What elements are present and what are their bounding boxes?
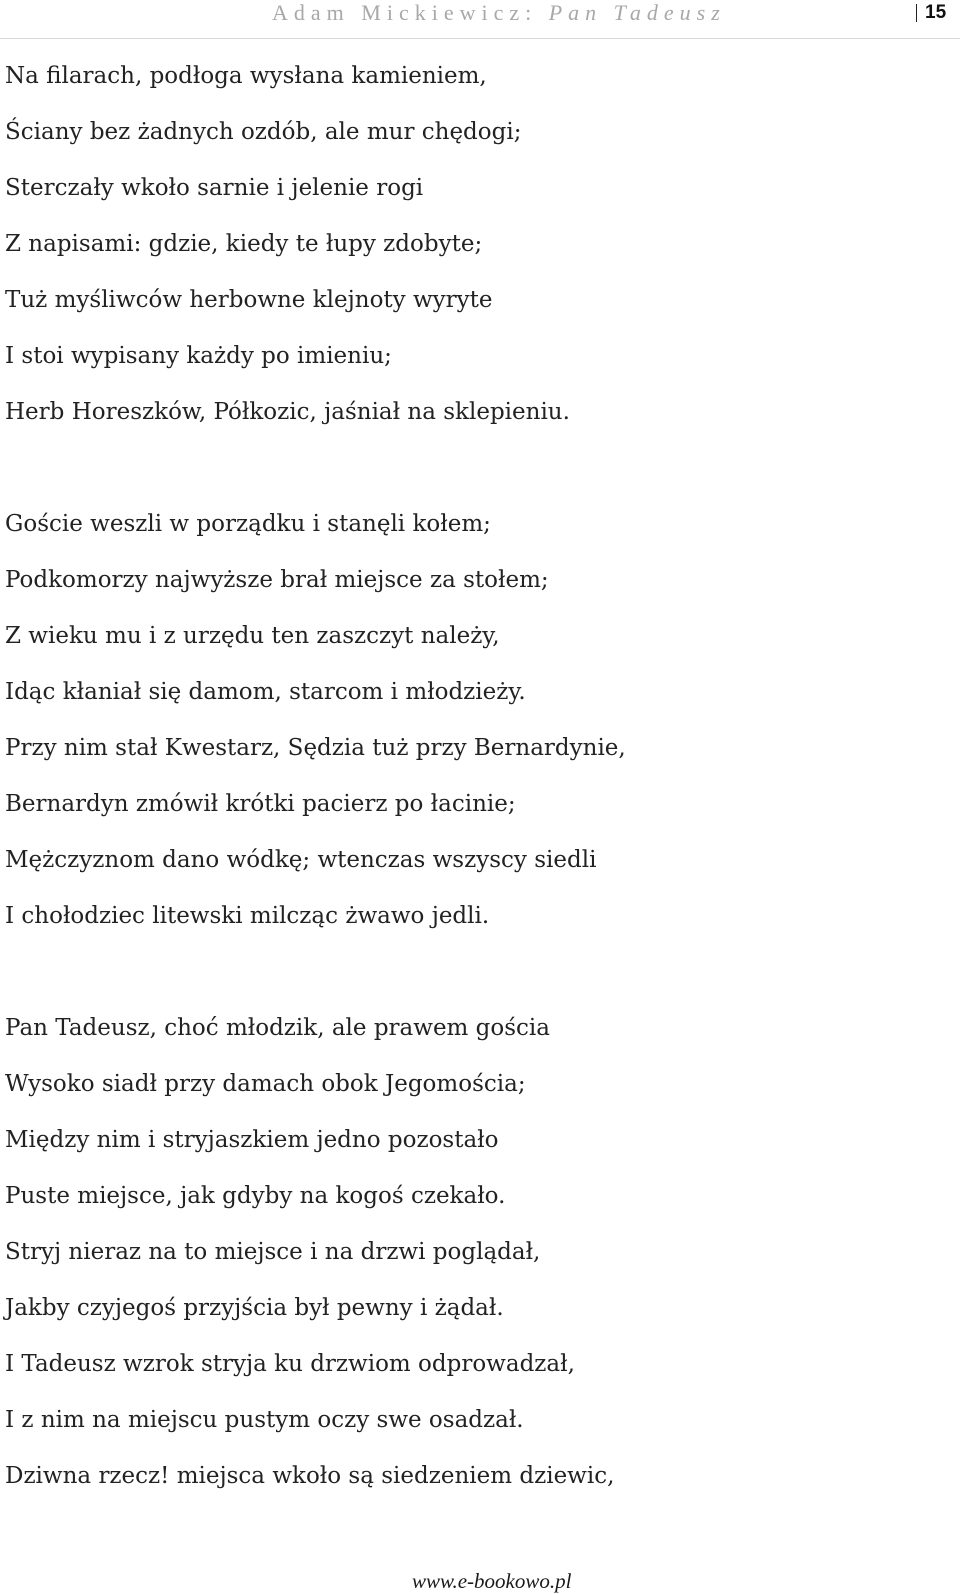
verse-line: I z nim na miejscu pustym oczy swe osadzał. [5,1407,524,1433]
verse-line: Przy nim stał Kwestarz, Sędzia tuż przy Bernardynie, [5,735,626,761]
verse-line: Wysoko siadł przy damach obok Jegomościa; [5,1071,526,1097]
verse-line: Herb Horeszków, Półkozic, jaśniał na sklepieniu. [5,399,570,425]
verse-line: Puste miejsce, jak gdyby na kogoś czekało. [5,1183,506,1209]
verse-line: Sterczały wkoło sarnie i jelenie rogi [5,175,424,201]
verse-line: Na filarach, podłoga wysłana kamieniem, [5,63,487,89]
verse-line: Idąc kłaniał się damom, starcom i młodzieży. [5,679,526,705]
verse-line: Stryj nieraz na to miejsce i na drzwi poglądał, [5,1239,541,1265]
verse-line: Dziwna rzecz! miejsca wkoło są siedzeniem dziewic, [5,1463,615,1489]
running-title-author: Adam Mickiewicz: [272,0,538,25]
verse-line: I chołodziec litewski milcząc żwawo jedli. [5,903,490,929]
page-header [0,0,960,39]
verse-line: Z wieku mu i z urzędu ten zaszczyt należy, [5,623,500,649]
verse-line: Podkomorzy najwyższe brał miejsce za stołem; [5,567,549,593]
verse-line: Ściany bez żadnych ozdób, ale mur chędogi; [5,119,522,145]
page-number: 15 [925,2,947,23]
verse-line: Między nim i stryjaszkiem jedno pozostało [5,1127,499,1153]
footer-website-link[interactable]: www.e-bookowo.pl [412,1569,572,1593]
verse-line: Pan Tadeusz, choć młodzik, ale prawem gościa [5,1015,551,1041]
verse-line: Tuż myśliwców herbowne klejnoty wyryte [5,287,493,313]
verse-line: Mężczyznom dano wódkę; wtenczas wszyscy siedli [5,847,597,873]
verse-line: Z napisami: gdzie, kiedy te łupy zdobyte; [5,231,483,257]
verse-line: Jakby czyjegoś przyjścia był pewny i żądał. [5,1295,504,1321]
running-title [272,0,726,26]
verse-line: Bernardyn zmówił krótki pacierz po łacinie; [5,791,516,817]
verse-line: Goście weszli w porządku i stanęli kołem; [5,511,491,537]
verse-line: I Tadeusz wzrok stryja ku drzwiom odprowadzał, [5,1351,575,1377]
verse-line: I stoi wypisany każdy po imieniu; [5,343,392,369]
page-number-divider [916,4,917,22]
running-title-work: Pan Tadeusz [548,0,726,25]
